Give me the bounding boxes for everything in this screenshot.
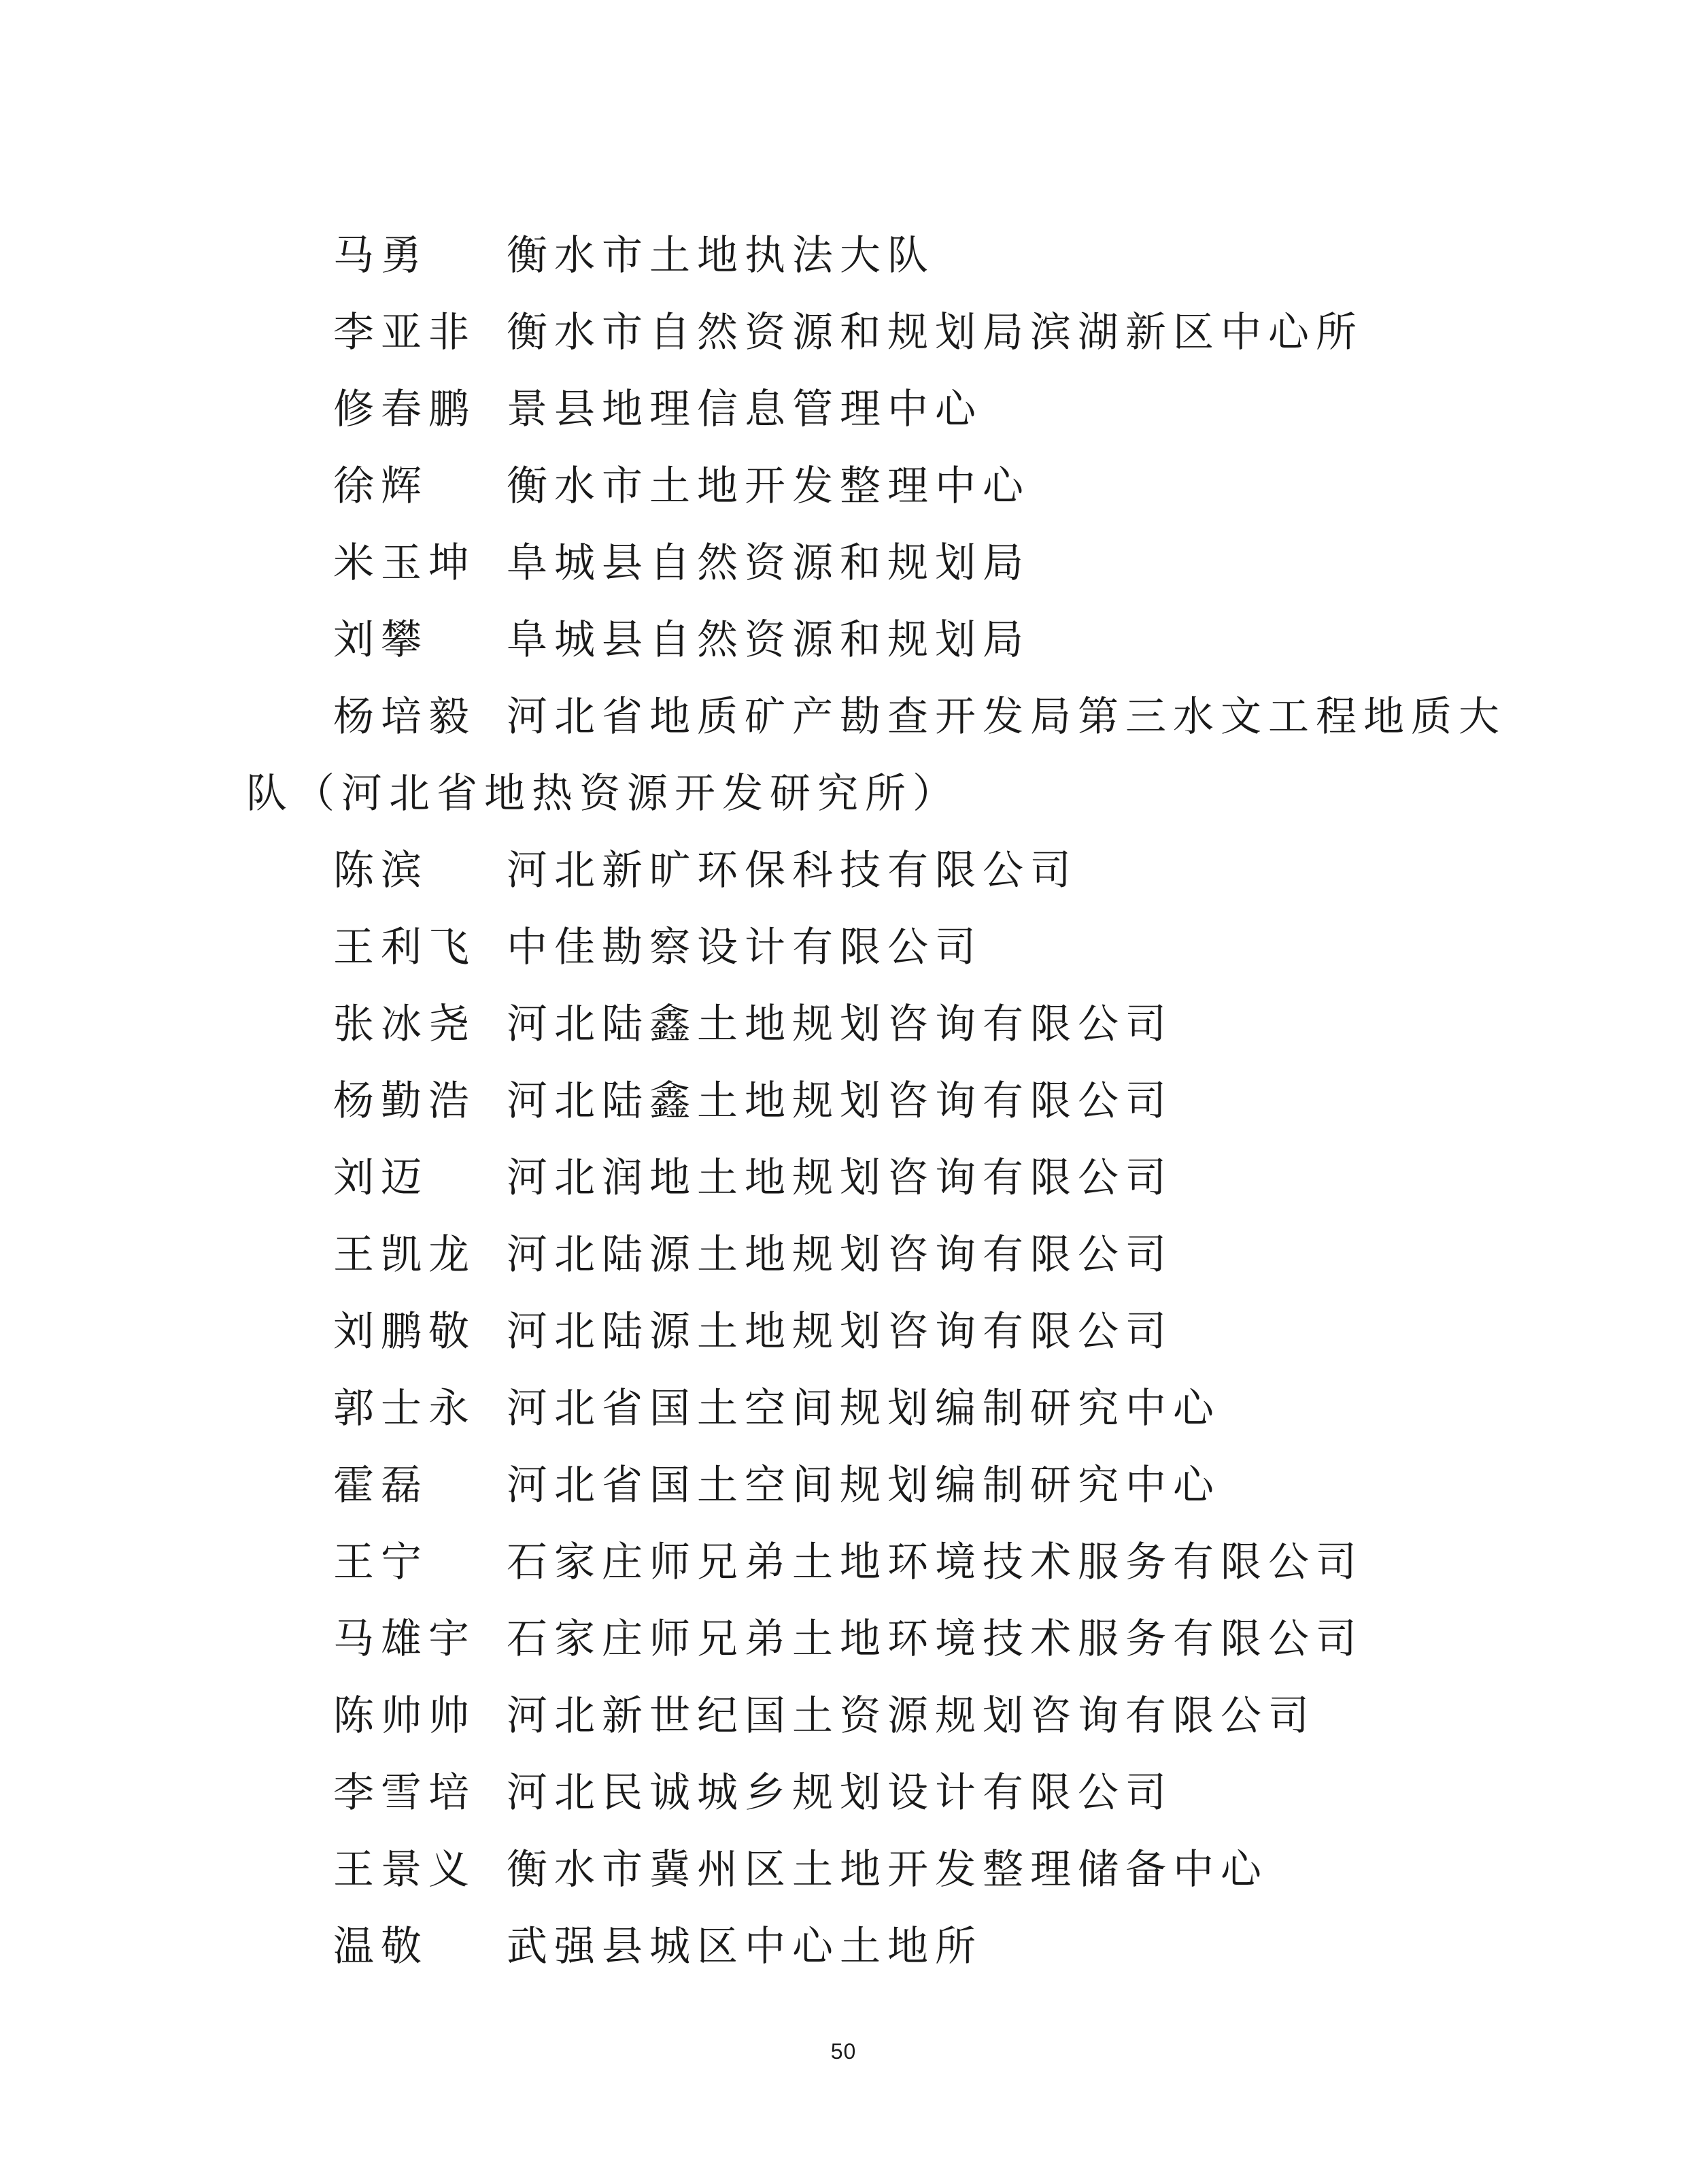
organization-name: 阜城县自然资源和规划局 <box>507 616 1030 664</box>
list-item <box>0 1294 1687 1371</box>
list-item <box>0 1832 1687 1909</box>
list-item <box>0 1678 1687 1755</box>
list-item <box>0 1140 1687 1217</box>
organization-name: 中佳勘察设计有限公司 <box>507 924 983 971</box>
organization-name: 武强县城区中心土地所 <box>507 1923 983 1970</box>
person-name: 刘攀 <box>333 616 428 664</box>
person-name: 杨勤浩 <box>333 1077 476 1125</box>
organization-name: 景县地理信息管理中心 <box>507 386 983 433</box>
person-name: 温敬 <box>333 1923 428 1970</box>
organization-name: 河北新旷环保科技有限公司 <box>507 847 1078 894</box>
organization-name: 河北陆源土地规划咨询有限公司 <box>507 1231 1173 1279</box>
organization-name: 河北省国土空间规划编制研究中心 <box>507 1385 1221 1432</box>
list-item <box>0 602 1687 679</box>
personnel-list <box>0 218 1687 1985</box>
list-item <box>0 525 1687 602</box>
list-item <box>0 833 1687 909</box>
person-name: 郭士永 <box>333 1385 476 1432</box>
organization-name: 河北陆鑫土地规划咨询有限公司 <box>507 1001 1173 1048</box>
list-item <box>0 218 1687 295</box>
organization-name: 河北省国土空间规划编制研究中心 <box>507 1462 1221 1509</box>
person-name: 杨培毅 <box>333 693 476 741</box>
organization-name: 石家庄师兄弟土地环境技术服务有限公司 <box>507 1539 1363 1586</box>
person-name: 徐辉 <box>333 463 428 510</box>
list-item-continuation <box>0 756 1687 833</box>
person-name: 陈帅帅 <box>333 1692 476 1740</box>
organization-name: 衡水市土地开发整理中心 <box>507 463 1030 510</box>
list-item <box>0 295 1687 371</box>
page-number: 50 <box>830 2039 857 2064</box>
organization-name: 河北陆鑫土地规划咨询有限公司 <box>507 1077 1173 1125</box>
list-item <box>0 679 1687 756</box>
list-item <box>0 986 1687 1063</box>
list-item <box>0 1217 1687 1294</box>
person-name: 刘迈 <box>333 1154 428 1202</box>
person-name: 李亚非 <box>333 309 476 356</box>
organization-name: 河北省地质矿产勘查开发局第三水文工程地质大 <box>507 693 1506 741</box>
list-item <box>0 909 1687 986</box>
organization-name: 河北润地土地规划咨询有限公司 <box>507 1154 1173 1202</box>
person-name: 马雄宇 <box>333 1615 476 1663</box>
list-item <box>0 1371 1687 1447</box>
organization-name: 衡水市土地执法大队 <box>507 232 935 280</box>
person-name: 李雪培 <box>333 1769 476 1817</box>
person-name: 王宁 <box>333 1539 428 1586</box>
list-item <box>0 371 1687 448</box>
person-name: 王景义 <box>333 1846 476 1894</box>
organization-name: 衡水市自然资源和规划局滨湖新区中心所 <box>507 309 1363 356</box>
person-name: 张冰尧 <box>333 1001 476 1048</box>
person-name: 陈滨 <box>333 847 428 894</box>
organization-name: 河北新世纪国土资源规划咨询有限公司 <box>507 1692 1316 1740</box>
list-item <box>0 1909 1687 1985</box>
list-item <box>0 448 1687 525</box>
list-item <box>0 1447 1687 1524</box>
organization-name: 河北民诚城乡规划设计有限公司 <box>507 1769 1173 1817</box>
list-item <box>0 1755 1687 1832</box>
organization-name: 石家庄师兄弟土地环境技术服务有限公司 <box>507 1615 1363 1663</box>
person-name: 霍磊 <box>333 1462 428 1509</box>
organization-name-continued: 队（河北省地热资源开发研究所） <box>246 770 960 818</box>
person-name: 刘鹏敬 <box>333 1308 476 1356</box>
organization-name: 衡水市冀州区土地开发整理储备中心 <box>507 1846 1268 1894</box>
organization-name: 阜城县自然资源和规划局 <box>507 539 1030 587</box>
list-item <box>0 1601 1687 1678</box>
person-name: 马勇 <box>333 232 428 280</box>
person-name: 修春鹏 <box>333 386 476 433</box>
organization-name: 河北陆源土地规划咨询有限公司 <box>507 1308 1173 1356</box>
list-item <box>0 1063 1687 1140</box>
person-name: 米玉坤 <box>333 539 476 587</box>
list-item <box>0 1524 1687 1601</box>
person-name: 王凯龙 <box>333 1231 476 1279</box>
person-name: 王利飞 <box>333 924 476 971</box>
